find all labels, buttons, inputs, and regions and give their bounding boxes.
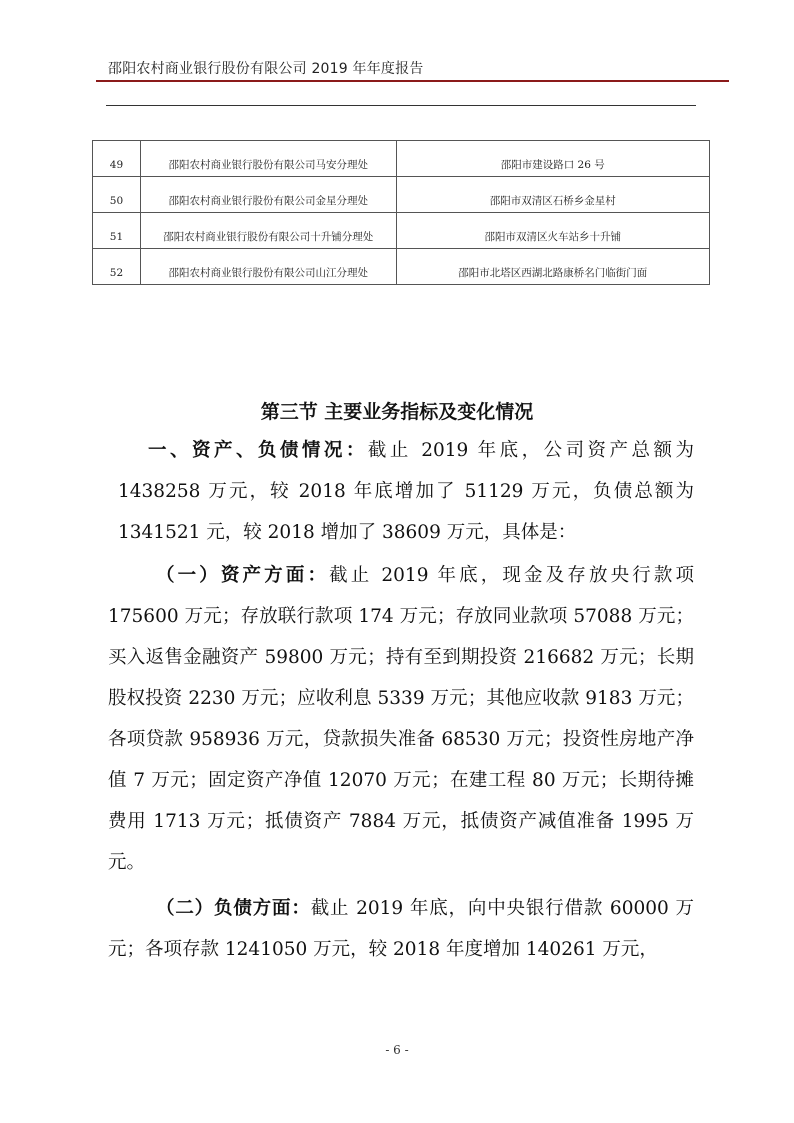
branch-address: 邵阳市双清区石桥乡金星村 <box>396 177 710 213</box>
paragraph-lead: （二）负债方面： <box>156 898 311 919</box>
paragraph-assets <box>108 555 694 883</box>
branch-address: 邵阳市建设路口 26 号 <box>396 141 710 177</box>
section-title: 第三节 主要业务指标及变化情况 <box>260 401 534 423</box>
table-row <box>93 213 710 249</box>
paragraph-liabilities <box>108 888 694 970</box>
branch-address: 邵阳市北塔区西湖北路康桥名门临街门面 <box>396 249 710 285</box>
branch-name: 邵阳农村商业银行股份有限公司山江分理处 <box>140 249 396 285</box>
header-red-rule <box>96 80 729 82</box>
row-number: 49 <box>93 141 141 177</box>
row-number: 52 <box>93 249 141 285</box>
branch-name: 邵阳农村商业银行股份有限公司十升铺分理处 <box>140 213 396 249</box>
paragraph-lead: 一、资产、负债情况： <box>148 440 368 461</box>
row-number: 50 <box>93 177 141 213</box>
paragraph-body: 截止 2019 年底，向中央银行借款 60000 万元；各项存款 1241050 万元，较 2018 年度增加 140261 万元， <box>108 898 694 960</box>
header-thin-rule <box>106 105 696 106</box>
paragraph-lead: （一）资产方面： <box>156 565 330 586</box>
paragraph-assets-liabilities <box>118 430 694 553</box>
branch-address: 邵阳市双清区火车站乡十升铺 <box>396 213 710 249</box>
paragraph-body: 截止 2019 年底，公司资产总额为 1438258 万元，较 2018 年底增加了 51129 万元，负债总额为 1341521 元，较 2018 增加了 38609 万元，具体是： <box>118 440 694 543</box>
table-row <box>93 177 710 213</box>
branch-table <box>92 140 710 285</box>
paragraph-body: 截止 2019 年底，现金及存放央行款项 175600 万元；存放联行款项 174 万元；存放同业款项 57088 万元；买入返售金融资产 59800 万元；持有至到期投资 216682 万元；长期股权投资 2230 万元；应收利息 5339 万元；其他应收款 9183 万元；各项贷款 958936 万元，贷款损失准备 68530 万元；投资性房地产净值 7 万元；固定资产净值 12070 万元；在建工程 80 万元；长期待摊费用 1713 万元；抵债资产 7884 万元，抵债资产减值准备 1995 万元。 <box>108 565 694 873</box>
report-header-title: 邵阳农村商业银行股份有限公司 2019 年年度报告 <box>108 61 424 77</box>
page-number: - 6 - <box>385 1043 409 1057</box>
branch-name: 邵阳农村商业银行股份有限公司马安分理处 <box>140 141 396 177</box>
table-row <box>93 249 710 285</box>
row-number: 51 <box>93 213 141 249</box>
table-row <box>93 141 710 177</box>
branch-name: 邵阳农村商业银行股份有限公司金星分理处 <box>140 177 396 213</box>
